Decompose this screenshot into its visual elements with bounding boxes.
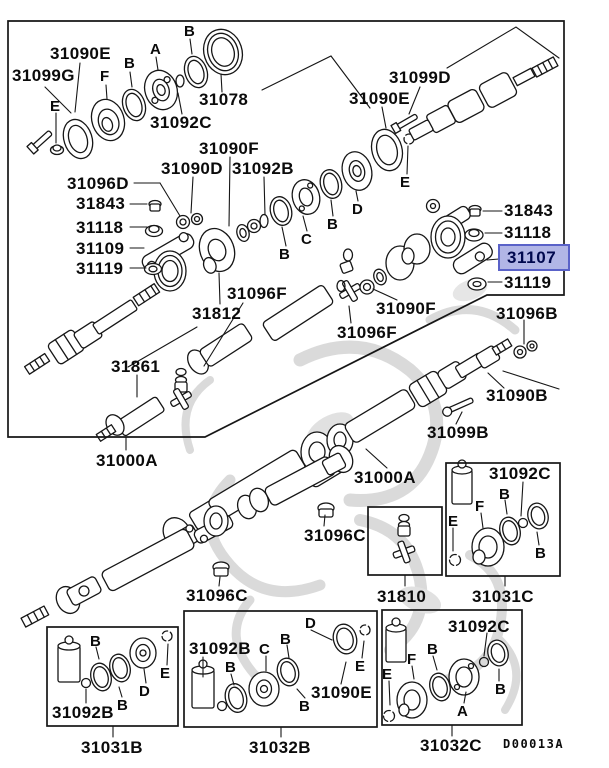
ref-letter-d-1: D (352, 201, 363, 218)
part-label-31078: 31078 (199, 90, 249, 109)
ref-letter-e-5: E (448, 513, 459, 530)
part-label-31090e-2: 31090E (349, 89, 411, 108)
part-label-31092c-box5: 31092C (448, 617, 510, 636)
ref-letter-a-2: A (457, 703, 468, 720)
part-label-31861: 31861 (111, 357, 161, 376)
ref-letter-b-12: B (427, 641, 438, 658)
diagram-code: D00013A (503, 737, 565, 751)
ref-letter-b-7: B (225, 659, 236, 676)
part-label-31109: 31109 (76, 239, 125, 258)
ref-letter-f-3: F (407, 651, 417, 668)
ref-letter-f-2: F (475, 498, 485, 515)
part-label-31092b-box2: 31092B (189, 639, 251, 658)
part-label-31090f-1: 31090F (199, 139, 260, 158)
part-label-31092b-box1: 31092B (52, 703, 114, 722)
ref-letter-f-1: F (100, 68, 110, 85)
part-label-31000a-left: 31000A (96, 451, 158, 470)
part-label-31119-left: 31119 (76, 259, 124, 278)
part-label-31096b: 31096B (496, 304, 558, 323)
part-label-31118-left: 31118 (76, 218, 124, 237)
box-label-31032b: 31032B (249, 738, 311, 757)
ref-letter-c-2: C (259, 641, 270, 658)
ref-letter-b-13: B (495, 681, 506, 698)
ref-letter-b-2: B (184, 23, 195, 40)
ref-letter-e-1: E (50, 98, 61, 115)
part-label-31096c-lower: 31096C (186, 586, 248, 605)
part-label-31099g: 31099G (12, 66, 75, 85)
ref-letter-c-1: C (301, 231, 312, 248)
part-label-31099d: 31099D (389, 68, 451, 87)
box-label-31031b: 31031B (81, 738, 143, 757)
ref-letter-b-8: B (280, 631, 291, 648)
part-label-31092c-1: 31092C (150, 113, 212, 132)
part-label-31096c-upper: 31096C (304, 526, 366, 545)
ref-letter-b-9: B (299, 698, 310, 715)
part-label-31119-right: 31119 (504, 273, 552, 292)
part-label-31090d: 31090D (161, 159, 223, 178)
part-label-31000a-right: 31000A (354, 468, 416, 487)
part-label-31118-right: 31118 (504, 223, 552, 242)
ref-letter-a-1: A (150, 41, 161, 58)
ref-letter-b-1: B (124, 55, 135, 72)
ref-letter-d-3: D (305, 615, 316, 632)
ref-letter-e-6: E (382, 666, 393, 683)
ref-letter-e-3: E (160, 665, 171, 682)
part-label-31090e-1: 31090E (50, 44, 112, 63)
part-label-31096d: 31096D (67, 174, 129, 193)
ref-letter-b-6: B (117, 697, 128, 714)
part-label-31099b: 31099B (427, 423, 489, 442)
box-label-31031c: 31031C (472, 587, 534, 606)
ref-letter-b-5: B (90, 633, 101, 650)
box-label-31032c: 31032C (420, 736, 482, 755)
part-label-31843-left: 31843 (76, 194, 126, 213)
ref-letter-e-2: E (400, 174, 411, 191)
ref-letter-b-4: B (327, 216, 338, 233)
part-label-31843-right: 31843 (504, 201, 554, 220)
part-label-31092c-box4: 31092C (489, 464, 551, 483)
part-label-31107-highlighted: 31107 (498, 244, 570, 271)
part-label-31090b: 31090B (486, 386, 548, 405)
ref-letter-e-4: E (355, 658, 366, 675)
part-label-31812: 31812 (192, 304, 242, 323)
ref-letter-b-10: B (499, 486, 510, 503)
ref-letter-b-11: B (535, 545, 546, 562)
part-label-31090f-2: 31090F (376, 299, 437, 318)
box-label-31810: 31810 (377, 587, 427, 606)
part-label-31092b-1: 31092B (232, 159, 294, 178)
ref-letter-b-3: B (279, 246, 290, 263)
part-label-31090e-box2: 31090E (311, 683, 373, 702)
part-label-31096f-right: 31096F (337, 323, 398, 342)
ref-letter-d-2: D (139, 683, 150, 700)
part-label-31096f-left: 31096F (227, 284, 288, 303)
